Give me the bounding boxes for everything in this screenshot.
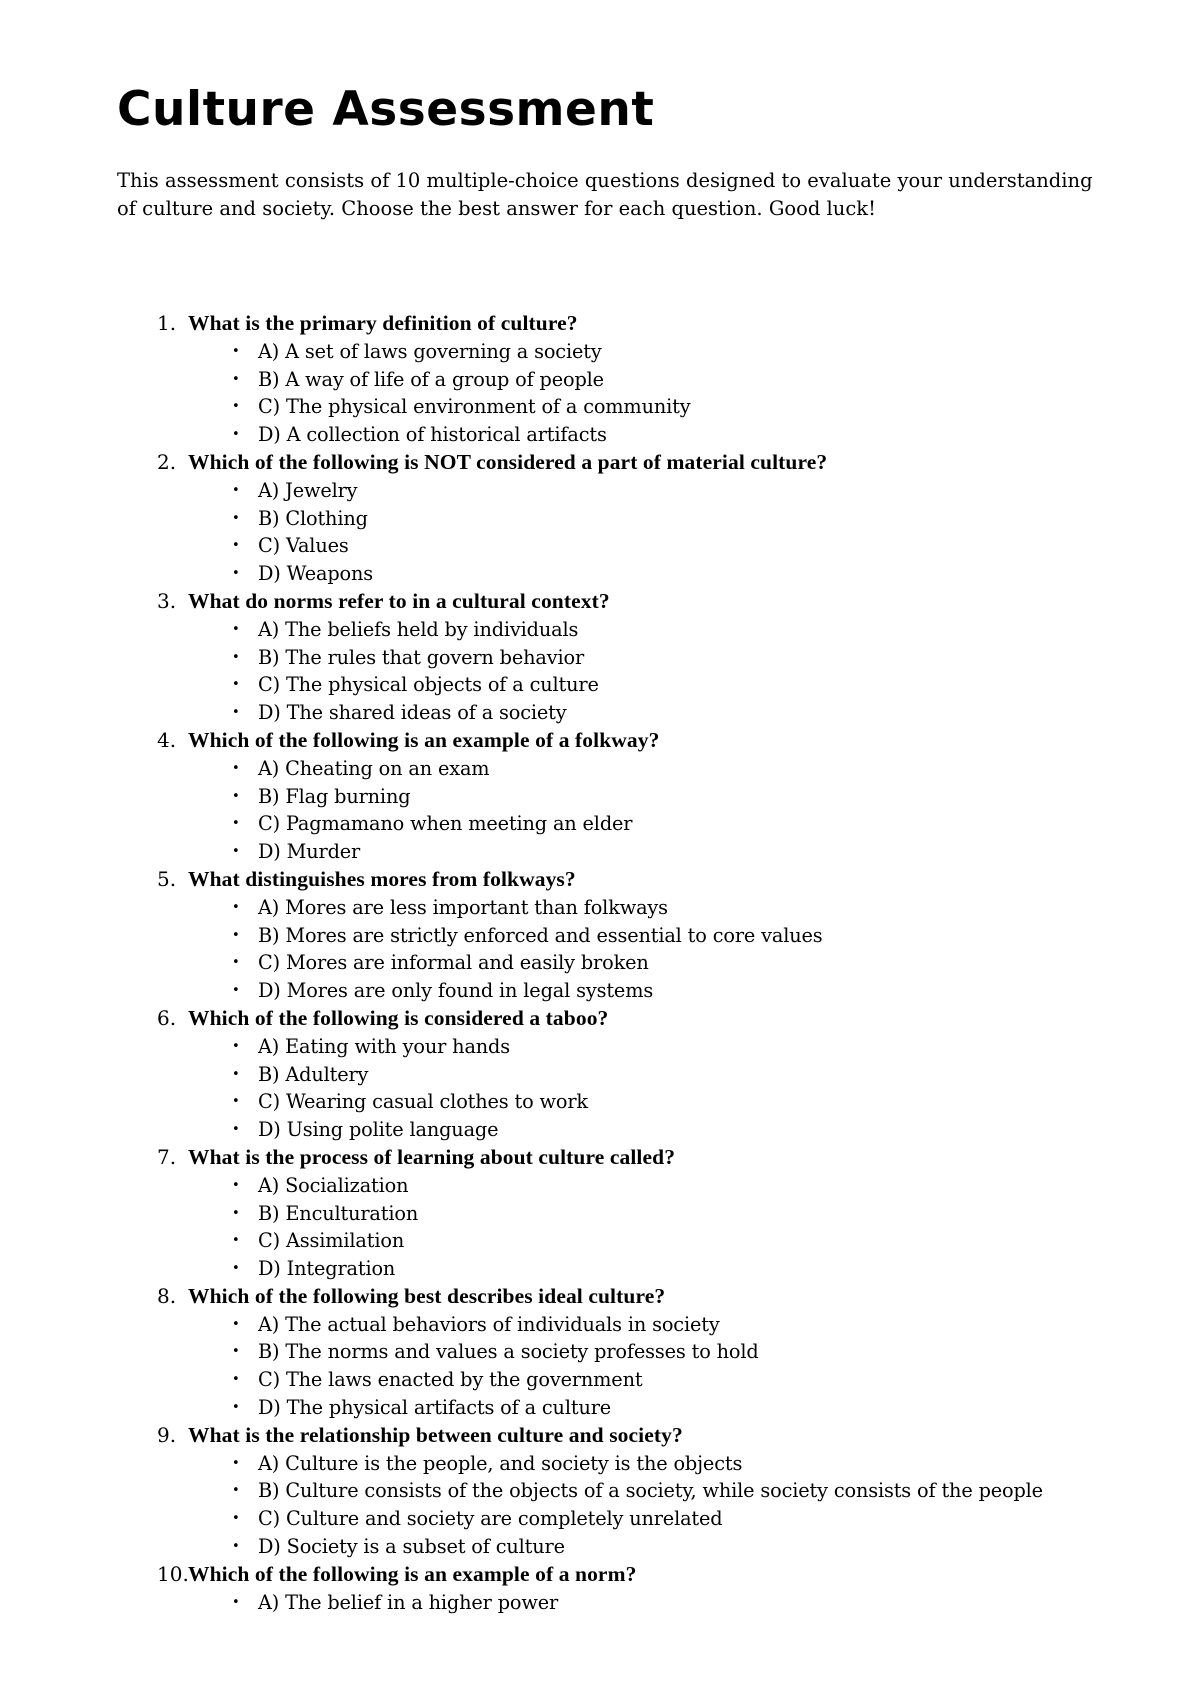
question-text: Which of the following is an example of a folkway? <box>188 727 660 752</box>
question-text: What is the process of learning about culture called? <box>188 1144 676 1169</box>
option-text: D) The physical artifacts of a culture <box>258 1396 612 1420</box>
question-header <box>0 1144 1200 1172</box>
option-list <box>0 755 1200 866</box>
question-header <box>0 727 1200 755</box>
bullet-icon: • <box>232 621 240 637</box>
option-item <box>0 699 1200 727</box>
question-item <box>0 1144 1200 1283</box>
question-item <box>0 866 1200 1005</box>
question-text: What is the primary definition of culture? <box>188 311 578 335</box>
option-item <box>0 1311 1200 1339</box>
question-number: 9. <box>157 1422 177 1447</box>
option-item <box>0 838 1200 866</box>
option-list <box>0 1450 1200 1561</box>
bullet-icon: • <box>232 399 240 415</box>
question-text: What do norms refer to in a cultural context? <box>188 588 610 613</box>
question-number: 8. <box>157 1283 177 1308</box>
option-text: B) Adultery <box>258 1062 369 1086</box>
option-item <box>0 1505 1200 1533</box>
bullet-icon: • <box>232 427 240 443</box>
bullet-icon: • <box>232 1233 240 1249</box>
question-item <box>0 1005 1200 1144</box>
bullet-icon: • <box>232 1594 240 1610</box>
bullet-icon: • <box>232 1372 240 1388</box>
option-list <box>0 1589 1200 1617</box>
option-item <box>0 421 1200 449</box>
option-item <box>0 1366 1200 1394</box>
bullet-icon: • <box>232 371 240 387</box>
bullet-icon: • <box>232 705 240 721</box>
question-number: 4. <box>157 727 177 752</box>
option-item <box>0 505 1200 533</box>
bullet-icon: • <box>232 1038 240 1054</box>
bullet-icon: • <box>232 482 240 498</box>
question-header <box>0 1422 1200 1450</box>
bullet-icon: • <box>232 1205 240 1221</box>
option-text: C) The physical environment of a community <box>258 395 691 419</box>
option-item <box>0 810 1200 838</box>
bullet-icon: • <box>232 510 240 526</box>
option-item <box>0 1061 1200 1089</box>
option-text: A) Cheating on an exam <box>258 756 490 780</box>
bullet-icon: • <box>232 1539 240 1555</box>
option-item <box>0 922 1200 950</box>
option-list <box>0 1172 1200 1283</box>
bullet-icon: • <box>232 677 240 693</box>
option-text: A) The belief in a higher power <box>258 1590 559 1614</box>
option-text: B) Flag burning <box>258 784 411 808</box>
option-text: C) Mores are informal and easily broken <box>258 951 649 975</box>
option-text: A) Eating with your hands <box>258 1034 510 1058</box>
question-item <box>0 1422 1200 1561</box>
option-text: A) Jewelry <box>258 478 358 502</box>
option-item <box>0 977 1200 1005</box>
question-item <box>0 310 1200 449</box>
question-header <box>0 1005 1200 1033</box>
option-item <box>0 894 1200 922</box>
option-item <box>0 393 1200 421</box>
option-text: D) Society is a subset of culture <box>258 1535 565 1559</box>
option-text: B) The norms and values a society professes to hold <box>258 1340 759 1364</box>
document-title: Culture Assessment <box>117 82 655 137</box>
option-text: B) Clothing <box>258 506 368 530</box>
option-item <box>0 1533 1200 1561</box>
bullet-icon: • <box>232 1316 240 1332</box>
question-header <box>0 449 1200 477</box>
option-item <box>0 366 1200 394</box>
option-text: C) Pagmamano when meeting an elder <box>258 812 633 836</box>
question-item <box>0 1283 1200 1422</box>
question-item <box>0 1561 1200 1617</box>
question-header <box>0 866 1200 894</box>
option-text: B) Mores are strictly enforced and essential to core values <box>258 923 823 947</box>
option-item <box>0 532 1200 560</box>
bullet-icon: • <box>232 1455 240 1471</box>
bullet-icon: • <box>232 760 240 776</box>
bullet-icon: • <box>232 983 240 999</box>
bullet-icon: • <box>232 343 240 359</box>
option-item <box>0 1033 1200 1061</box>
option-text: D) Integration <box>258 1257 396 1281</box>
question-header <box>0 1283 1200 1311</box>
option-text: D) The shared ideas of a society <box>258 701 567 725</box>
question-item <box>0 727 1200 866</box>
option-text: A) Socialization <box>258 1173 409 1197</box>
option-text: B) Enculturation <box>258 1201 419 1225</box>
option-list <box>0 477 1200 588</box>
option-item <box>0 783 1200 811</box>
option-text: A) A set of laws governing a society <box>258 339 602 363</box>
question-item <box>0 588 1200 727</box>
option-item <box>0 1338 1200 1366</box>
bullet-icon: • <box>232 1122 240 1138</box>
option-item <box>0 1589 1200 1617</box>
question-text: Which of the following is an example of a norm? <box>188 1561 637 1586</box>
option-list <box>0 894 1200 1005</box>
bullet-icon: • <box>232 1344 240 1360</box>
option-item <box>0 1394 1200 1422</box>
option-text: B) The rules that govern behavior <box>258 645 585 669</box>
bullet-icon: • <box>232 955 240 971</box>
bullet-icon: • <box>232 1066 240 1082</box>
option-text: C) Assimilation <box>258 1229 405 1253</box>
question-number: 1. <box>157 311 177 335</box>
option-item <box>0 560 1200 588</box>
question-number: 3. <box>157 588 177 613</box>
option-item <box>0 1088 1200 1116</box>
question-number: 2. <box>157 449 177 474</box>
bullet-icon: • <box>232 1177 240 1193</box>
option-item <box>0 1200 1200 1228</box>
bullet-icon: • <box>232 1261 240 1277</box>
option-text: C) The laws enacted by the government <box>258 1368 643 1392</box>
option-item <box>0 477 1200 505</box>
option-text: A) Mores are less important than folkways <box>258 895 668 919</box>
option-item <box>0 1172 1200 1200</box>
question-number: 6. <box>157 1005 177 1030</box>
option-list <box>0 616 1200 727</box>
option-text: D) Weapons <box>258 562 374 586</box>
option-text: C) Culture and society are completely unrelated <box>258 1507 723 1531</box>
option-item <box>0 1227 1200 1255</box>
bullet-icon: • <box>232 649 240 665</box>
option-list <box>0 338 1200 449</box>
question-text: What distinguishes mores from folkways? <box>188 866 576 891</box>
option-item <box>0 671 1200 699</box>
bullet-icon: • <box>232 899 240 915</box>
option-text: C) Wearing casual clothes to work <box>258 1090 588 1114</box>
option-text: D) A collection of historical artifacts <box>258 423 607 447</box>
question-item <box>0 449 1200 588</box>
option-item <box>0 338 1200 366</box>
bullet-icon: • <box>232 566 240 582</box>
option-item <box>0 1477 1200 1505</box>
option-item <box>0 1116 1200 1144</box>
option-item <box>0 644 1200 672</box>
bullet-icon: • <box>232 1094 240 1110</box>
bullet-icon: • <box>232 844 240 860</box>
option-item <box>0 1450 1200 1478</box>
option-text: B) A way of life of a group of people <box>258 367 604 391</box>
question-text: Which of the following best describes ideal culture? <box>188 1283 666 1308</box>
question-text: Which of the following is NOT considered a part of material culture? <box>188 449 828 474</box>
bullet-icon: • <box>232 1400 240 1416</box>
bullet-icon: • <box>232 927 240 943</box>
question-header <box>0 310 1200 338</box>
option-text: D) Murder <box>258 840 361 864</box>
option-item <box>0 755 1200 783</box>
option-text: C) Values <box>258 534 349 558</box>
intro-paragraph: This assessment consists of 10 multiple-choice questions designed to evaluate your understanding of culture and society. Choose the best answer for each question. Good luck! <box>117 169 1093 220</box>
question-text: What is the relationship between culture and society? <box>188 1422 683 1447</box>
option-text: A) Culture is the people, and society is the objects <box>258 1451 743 1475</box>
bullet-icon: • <box>232 1511 240 1527</box>
option-list <box>0 1311 1200 1422</box>
question-text: Which of the following is considered a taboo? <box>188 1005 609 1030</box>
question-list <box>0 310 1200 1616</box>
option-text: A) The actual behaviors of individuals in society <box>258 1312 720 1336</box>
bullet-icon: • <box>232 788 240 804</box>
option-item <box>0 949 1200 977</box>
question-number: 10. <box>157 1561 189 1586</box>
option-text: D) Mores are only found in legal systems <box>258 979 654 1003</box>
question-number: 7. <box>157 1144 177 1169</box>
option-text: B) Culture consists of the objects of a society, while society consists of the people <box>258 1479 1043 1503</box>
option-list <box>0 1033 1200 1144</box>
option-text: C) The physical objects of a culture <box>258 673 599 697</box>
bullet-icon: • <box>232 1483 240 1499</box>
bullet-icon: • <box>232 538 240 554</box>
option-text: D) Using polite language <box>258 1118 499 1142</box>
option-item <box>0 616 1200 644</box>
bullet-icon: • <box>232 816 240 832</box>
question-header <box>0 588 1200 616</box>
question-number: 5. <box>157 866 177 891</box>
question-header <box>0 1561 1200 1589</box>
option-item <box>0 1255 1200 1283</box>
option-text: A) The beliefs held by individuals <box>258 617 579 641</box>
